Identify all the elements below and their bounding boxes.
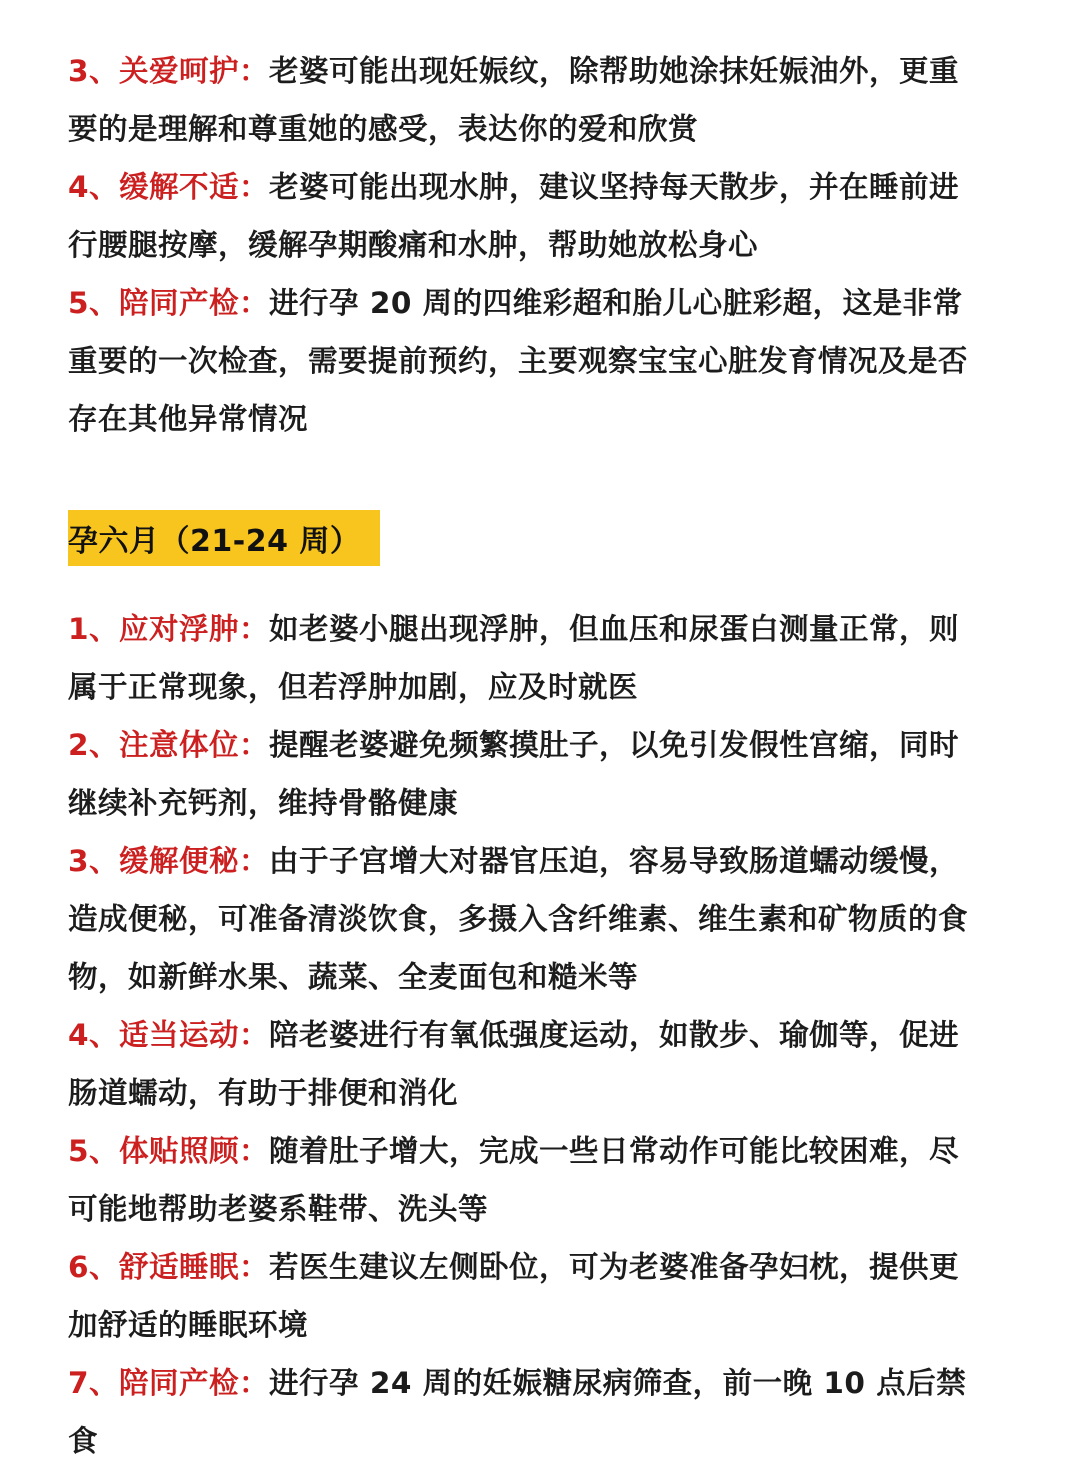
item-number: 2、 [68,728,120,762]
item-number: 5、 [68,286,120,320]
item-text: 如老婆小腿出现浮肿，但血压和尿蛋白测量正常，则属于正常现象，但若浮肿加剧，应及时就医 [68,612,960,704]
item-text: 若医生建议左侧卧位，可为老婆准备孕妇枕，提供更加舒适的睡眠环境 [68,1250,960,1342]
item-number: 1、 [68,612,120,646]
item-text: 提醒老婆避免频繁摸肚子，以免引发假性宫缩，同时继续补充钙剂，维持骨骼健康 [68,728,960,820]
list-item [68,1122,988,1238]
section-header-highlight [68,510,380,566]
list-item [68,832,988,1006]
item-text: 由于子宫增大对器官压迫，容易导致肠道蠕动缓慢，造成便秘，可准备清淡饮食，多摄入含纤维素、维生素和矿物质的食物，如新鲜水果、蔬菜、全麦面包和糙米等 [68,844,969,994]
item-keyword: 舒适睡眠： [119,1250,270,1284]
list-item [68,1238,988,1354]
list-item [68,42,988,158]
section2-list [68,600,988,1470]
list-item [68,158,988,274]
item-number: 4、 [68,1018,120,1052]
item-keyword: 缓解便秘： [119,844,270,878]
item-number: 3、 [68,54,120,88]
item-number: 3、 [68,844,120,878]
item-keyword: 适当运动： [119,1018,270,1052]
item-keyword: 关爱呵护： [119,54,270,88]
list-item [68,600,988,716]
item-keyword: 注意体位： [119,728,270,762]
list-item [68,716,988,832]
item-keyword: 陪同产检： [119,1366,270,1400]
item-number: 7、 [68,1366,120,1400]
section-title: 孕六月（21-24 周） [68,524,361,559]
item-keyword: 陪同产检： [119,286,270,320]
item-text: 老婆可能出现水肿，建议坚持每天散步，并在睡前进行腰腿按摩，缓解孕期酸痛和水肿，帮助她放松身心 [68,170,960,262]
section1-list [68,42,988,448]
item-keyword: 体贴照顾： [119,1134,270,1168]
item-text: 进行孕 20 周的四维彩超和胎儿心脏彩超，这是非常重要的一次检查，需要提前预约，主要观察宝宝心脏发育情况及是否存在其他异常情况 [68,286,969,436]
item-text: 随着肚子增大，完成一些日常动作可能比较困难，尽可能地帮助老婆系鞋带、洗头等 [68,1134,960,1226]
item-number: 4、 [68,170,120,204]
item-text: 进行孕 24 周的妊娠糖尿病筛查，前一晚 10 点后禁食 [68,1366,967,1458]
item-number: 5、 [68,1134,120,1168]
list-item [68,1006,988,1122]
item-text: 陪老婆进行有氧低强度运动，如散步、瑜伽等，促进肠道蠕动，有助于排便和消化 [68,1018,960,1110]
item-text: 老婆可能出现妊娠纹，除帮助她涂抹妊娠油外，更重要的是理解和尊重她的感受，表达你的爱和欣赏 [68,54,960,146]
item-keyword: 缓解不适： [119,170,270,204]
list-item [68,1354,988,1470]
item-keyword: 应对浮肿： [119,612,270,646]
item-number: 6、 [68,1250,120,1284]
list-item [68,274,988,448]
